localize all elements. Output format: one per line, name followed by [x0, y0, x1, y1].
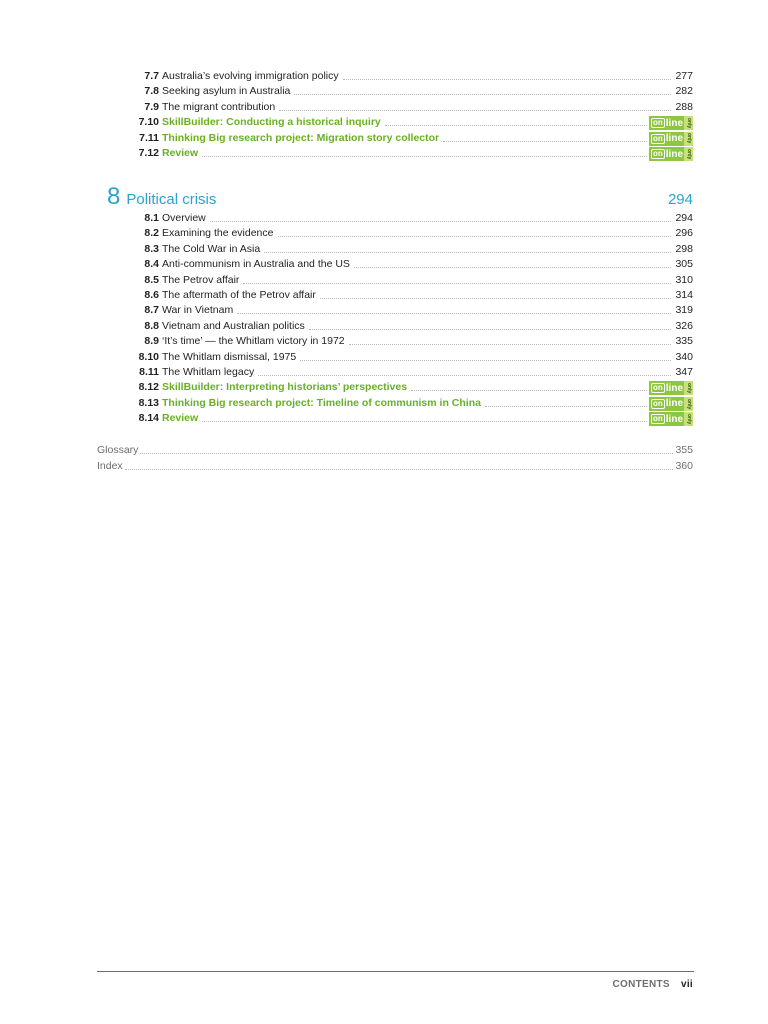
entry-number: 8.4 — [144, 258, 159, 271]
dot-leader — [140, 452, 673, 454]
online-only-badge — [649, 381, 693, 395]
entry-number: 8.5 — [144, 273, 159, 286]
online-only-badge — [649, 116, 693, 130]
badge-line: line — [665, 133, 684, 145]
toc-entry[interactable] — [128, 83, 693, 98]
dot-leader — [243, 282, 671, 284]
entry-page: 314 — [675, 289, 693, 301]
badge-line: line — [665, 117, 684, 129]
dot-leader — [411, 389, 647, 391]
page-number: vii — [680, 979, 693, 990]
dot-leader — [278, 235, 672, 237]
entry-title: The Whitlam legacy — [162, 366, 255, 378]
badge-only: only — [686, 118, 692, 129]
entry-title: Seeking asylum in Australia — [162, 85, 291, 98]
badge-on: on — [653, 398, 663, 408]
toc-entry[interactable] — [128, 99, 693, 114]
online-icon — [649, 397, 684, 411]
dot-leader — [202, 420, 647, 422]
dot-leader — [237, 312, 671, 314]
dot-leader — [443, 140, 647, 142]
toc-entry[interactable] — [128, 225, 693, 240]
dot-leader — [279, 109, 671, 111]
back-matter-page: 360 — [675, 460, 693, 472]
entry-title: SkillBuilder: Conducting a historical inquiry — [162, 116, 381, 129]
toc-entry[interactable] — [128, 349, 693, 364]
entry-number: 8.8 — [144, 319, 159, 332]
dot-leader — [485, 405, 647, 407]
entry-page: 288 — [675, 100, 693, 113]
footer-label: CONTENTS — [612, 979, 670, 990]
badge-only: only — [686, 414, 692, 425]
dot-leader — [294, 93, 671, 95]
entry-number: 7.11 — [139, 131, 159, 144]
badge-on: on — [653, 414, 663, 424]
online-icon — [649, 412, 684, 426]
badge-on: on — [653, 133, 663, 143]
toc-entry[interactable] — [128, 272, 693, 287]
badge-only: only — [686, 398, 692, 409]
entry-title: The Petrov affair — [162, 273, 240, 286]
badge-on: on — [653, 383, 663, 393]
toc-entry[interactable] — [128, 145, 693, 160]
entry-page: 310 — [675, 273, 693, 286]
online-only-badge — [649, 397, 693, 411]
toc-entry[interactable] — [128, 395, 693, 410]
entry-page: 298 — [675, 242, 693, 255]
entry-number: 8.14 — [138, 412, 159, 425]
toc-entry[interactable] — [128, 241, 693, 256]
entry-number: 8.1 — [144, 212, 159, 224]
entry-number: 8.7 — [144, 304, 159, 317]
entry-title: ‘It’s time’ — the Whitlam victory in 1972 — [162, 335, 345, 348]
entry-page: 305 — [675, 258, 693, 271]
footer-rule — [97, 971, 694, 972]
online-only-badge — [649, 147, 693, 161]
entry-title: Anti-communism in Australia and the US — [162, 258, 350, 271]
entry-page: 296 — [675, 227, 693, 240]
entry-page: 282 — [675, 85, 693, 98]
entry-number: 7.7 — [144, 70, 159, 82]
dot-leader — [385, 124, 647, 126]
chapter-heading[interactable] — [107, 185, 693, 209]
badge-only: only — [686, 148, 692, 160]
dot-leader — [309, 328, 671, 330]
entry-title: Examining the evidence — [162, 227, 274, 240]
entry-page: 340 — [675, 350, 693, 363]
toc-entry[interactable] — [128, 302, 693, 317]
online-icon — [649, 116, 684, 130]
toc-entry[interactable] — [128, 287, 693, 302]
dot-leader — [264, 251, 671, 253]
badge-on: on — [653, 149, 663, 158]
entry-number: 8.6 — [144, 289, 159, 301]
entry-title: Review — [162, 412, 199, 425]
badge-only: only — [686, 133, 692, 144]
entry-number: 7.9 — [144, 100, 159, 113]
entry-page: 277 — [675, 70, 693, 82]
badge-line: line — [665, 148, 684, 160]
back-matter-entry[interactable] — [97, 442, 693, 457]
dot-leader — [202, 155, 647, 157]
entry-title: Australia’s evolving immigration policy — [162, 70, 339, 82]
toc-entry[interactable] — [128, 410, 693, 425]
entry-page: 335 — [675, 335, 693, 348]
entry-title: The aftermath of the Petrov affair — [162, 289, 316, 301]
entry-number: 8.13 — [138, 396, 159, 409]
toc-entry[interactable] — [128, 114, 693, 129]
entry-title: SkillBuilder: Interpreting historians’ perspectives — [162, 381, 408, 394]
badge-line: line — [665, 398, 684, 410]
toc-entry[interactable] — [128, 333, 693, 348]
entry-number: 8.11 — [139, 366, 159, 378]
back-matter-title: Glossary — [97, 444, 139, 456]
dot-leader — [349, 343, 671, 345]
entry-title: Thinking Big research project: Timeline of communism in China — [162, 396, 481, 409]
toc-entry[interactable] — [128, 130, 693, 145]
online-only-badge — [649, 412, 693, 426]
badge-on: on — [653, 118, 663, 128]
badge-line: line — [665, 413, 684, 425]
online-only-badge — [649, 132, 693, 146]
back-matter-page: 355 — [675, 444, 693, 456]
entry-page: 326 — [675, 319, 693, 332]
entry-number: 7.10 — [138, 116, 159, 129]
dot-leader — [300, 359, 671, 361]
entry-number: 7.8 — [144, 85, 159, 98]
back-matter-entry[interactable] — [97, 458, 693, 473]
toc-entry[interactable] — [128, 68, 693, 83]
toc-entry[interactable] — [128, 318, 693, 333]
entry-number: 8.2 — [144, 227, 159, 240]
entry-title: The migrant contribution — [162, 100, 276, 113]
dot-leader — [258, 374, 671, 376]
chapter-page: 294 — [667, 191, 693, 208]
online-icon — [649, 381, 684, 395]
chapter-title: Political crisis — [126, 191, 217, 208]
entry-title: Thinking Big research project: Migration story collector — [162, 131, 440, 144]
entry-number: 8.9 — [144, 335, 159, 348]
entry-number: 8.10 — [138, 350, 159, 363]
entry-title: The Whitlam dismissal, 1975 — [162, 350, 297, 363]
back-matter-title: Index — [97, 460, 123, 472]
entry-title: Vietnam and Australian politics — [162, 319, 305, 332]
entry-number: 8.12 — [138, 381, 159, 394]
entry-page: 319 — [675, 304, 693, 317]
badge-only: only — [686, 383, 692, 394]
toc-entry[interactable] — [128, 379, 693, 394]
chapter-number: 8 — [107, 183, 121, 210]
dot-leader — [320, 297, 671, 299]
dot-leader — [354, 266, 671, 268]
entry-number: 8.3 — [144, 242, 159, 255]
online-icon — [649, 147, 684, 161]
entry-title: Overview — [162, 212, 206, 224]
page-footer — [612, 979, 693, 990]
online-icon — [649, 132, 684, 146]
dot-leader — [125, 468, 674, 470]
toc-entry[interactable] — [128, 364, 693, 379]
entry-title: Review — [162, 147, 199, 159]
entry-number: 7.12 — [138, 147, 159, 159]
toc-entry[interactable] — [128, 256, 693, 271]
toc-entry[interactable] — [128, 210, 693, 225]
dot-leader — [210, 220, 671, 222]
entry-page: 347 — [675, 366, 693, 378]
entry-title: The Cold War in Asia — [162, 242, 261, 255]
dot-leader — [343, 78, 671, 80]
entry-title: War in Vietnam — [162, 304, 234, 317]
badge-line: line — [665, 382, 684, 394]
entry-page: 294 — [675, 212, 693, 224]
